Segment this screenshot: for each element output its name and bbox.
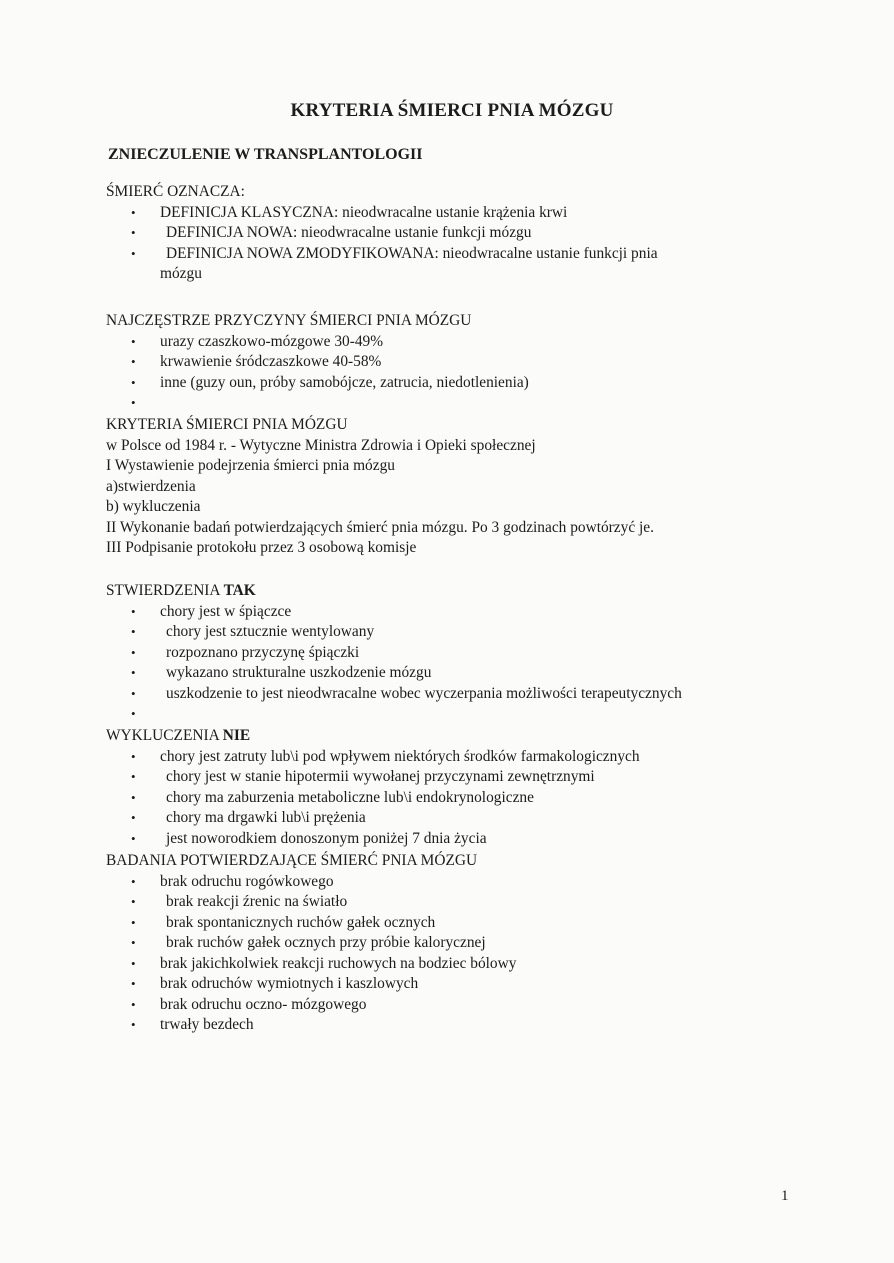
section-heading-emphasis: NIE <box>222 727 251 744</box>
list-item: • chory ma drgawki lub\i prężenia <box>106 808 640 829</box>
list-item: • jest noworodkiem donoszonym poniżej 7 dnia życia <box>106 829 640 850</box>
section-heading: ŚMIERĆ OZNACZA: <box>106 183 245 200</box>
list-item: • wykazano strukturalne uszkodzenie mózgu <box>106 663 682 684</box>
list-item: • brak odruchów wymiotnych i kaszlowych <box>106 974 516 995</box>
list-item: • rozpoznano przyczynę śpiączki <box>106 643 682 664</box>
list-item: • trwały bezdech <box>106 1015 516 1036</box>
list-item: • brak reakcji źrenic na światło <box>106 892 516 913</box>
bullet-list <box>106 203 658 265</box>
page-subtitle: ZNIECZULENIE W TRANSPLANTOLOGII <box>108 146 423 163</box>
criteria-line: b) wykluczenia <box>106 498 201 515</box>
section-death-definitions <box>106 182 658 285</box>
list-item: • urazy czaszkowo-mózgowe 30-49% <box>106 332 529 353</box>
list-item: • uszkodzenie to jest nieodwracalne wobec wyczerpania możliwości terapeutycznych <box>106 684 682 705</box>
page-title: KRYTERIA ŚMIERCI PNIA MÓZGU <box>290 100 614 121</box>
list-item: • chory jest zatruty lub\i pod wpływem niektórych środków farmakologicznych <box>106 747 640 768</box>
list-item-continuation: mózgu <box>160 265 202 282</box>
criteria-line: w Polsce od 1984 r. - Wytyczne Ministra Zdrowia i Opieki społecznej <box>106 436 536 454</box>
section-criteria <box>106 415 654 559</box>
section-causes <box>106 311 529 414</box>
criteria-line: I Wystawienie podejrzenia śmierci pnia mózgu <box>106 457 395 474</box>
list-item: • chory ma zaburzenia metaboliczne lub\i endokrynologiczne <box>106 788 640 809</box>
list-item: • inne (guzy oun, próby samobójcze, zatrucia, niedotlenienia) <box>106 373 529 394</box>
list-item: • chory jest w śpiączce <box>106 602 682 623</box>
list-item: • brak odruchu rogówkowego <box>106 872 516 893</box>
section-heading: NAJCZĘSTRZE PRZYCZYNY ŚMIERCI PNIA MÓZGU <box>106 312 472 329</box>
section-tests <box>106 851 516 1036</box>
bullet-list <box>106 602 682 725</box>
page-number: 1 <box>781 1188 789 1204</box>
section-confirm <box>106 581 682 725</box>
section-heading-text: WYKLUCZENIA <box>106 727 219 744</box>
criteria-line: a)stwierdzenia <box>106 477 196 495</box>
section-heading: KRYTERIA ŚMIERCI PNIA MÓZGU <box>106 416 348 433</box>
section-exclude <box>106 726 640 849</box>
section-heading <box>106 726 640 747</box>
list-item: • brak odruchu oczno- mózgowego <box>106 995 516 1016</box>
bullet-list <box>106 747 640 850</box>
section-heading: BADANIA POTWIERDZAJĄCE ŚMIERĆ PNIA MÓZGU <box>106 852 478 869</box>
bullet-list <box>106 332 529 414</box>
list-item: • krwawienie śródczaszkowe 40-58% <box>106 352 529 373</box>
list-item: • DEFINICJA NOWA: nieodwracalne ustanie funkcji mózgu <box>106 223 658 244</box>
list-item <box>106 704 682 725</box>
list-item: • brak jakichkolwiek reakcji ruchowych na bodziec bólowy <box>106 954 516 975</box>
criteria-line: II Wykonanie badań potwierdzających śmierć pnia mózgu. Po 3 godzinach powtórzyć je. <box>106 518 654 536</box>
section-heading-emphasis: TAK <box>223 582 256 599</box>
list-item: • brak ruchów gałek ocznych przy próbie kalorycznej <box>106 933 516 954</box>
criteria-line: III Podpisanie protokołu przez 3 osobową komisje <box>106 539 417 556</box>
bullet-list <box>106 872 516 1036</box>
list-item: • brak spontanicznych ruchów gałek ocznych <box>106 913 516 934</box>
section-heading-text: STWIERDZENIA <box>106 582 220 599</box>
list-item <box>106 393 529 414</box>
list-item: • DEFINICJA KLASYCZNA: nieodwracalne ustanie krążenia krwi <box>106 203 658 224</box>
section-heading <box>106 581 682 602</box>
list-item: • chory jest sztucznie wentylowany <box>106 622 682 643</box>
list-item: • chory jest w stanie hipotermii wywołanej przyczynami zewnętrznymi <box>106 767 640 788</box>
list-item: • DEFINICJA NOWA ZMODYFIKOWANA: nieodwracalne ustanie funkcji pnia <box>106 244 658 265</box>
